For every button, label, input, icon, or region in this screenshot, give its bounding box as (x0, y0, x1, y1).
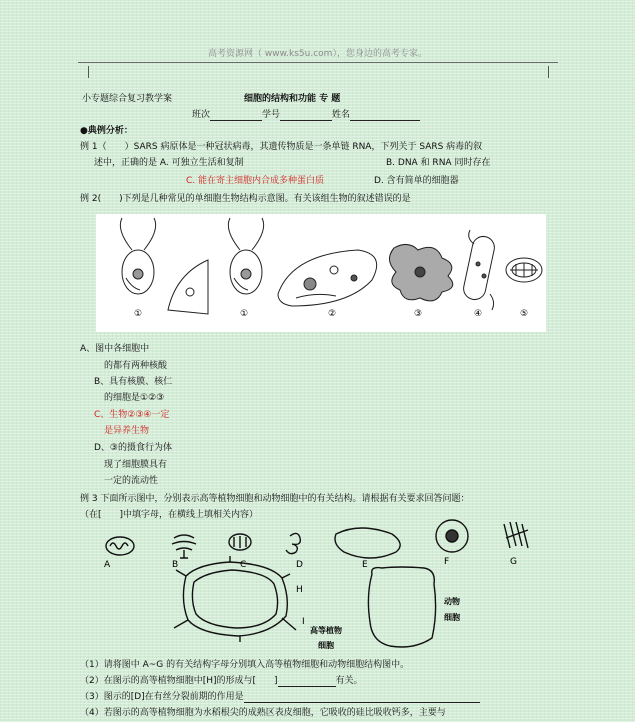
chloroplast-illustration (229, 534, 251, 550)
figure-label-3: ③ (414, 309, 423, 319)
figure-label-1b: ① (240, 309, 249, 319)
number-blank[interactable] (280, 111, 332, 121)
ex3-question-3 (80, 692, 480, 703)
name-label: 姓名 (332, 110, 351, 120)
figure-label-5: ⑤ (520, 309, 529, 319)
animal-caption-line2: 细胞 (444, 613, 460, 622)
chlamydomonas-illustration-2 (228, 218, 263, 294)
ex1-option-d: D. 含有简单的细胞器 (374, 176, 459, 186)
plant-cell-outline (174, 556, 296, 642)
figure-label-1: ① (134, 309, 143, 319)
ex1-line1: 例 1（ ）SARS 病原体是一种冠状病毒，其遗传物质是一条单链 RNA，下列关于 SARS 病毒的叙 (80, 142, 483, 152)
page-title: 细胞的结构和功能 专 题 (244, 94, 341, 104)
ex3-stem-line1: 例 3 下面所示图中，分别表示高等植物细胞和动物细胞中的有关结构。请根据有关要求回答问题： (80, 494, 470, 504)
ex3-question-3-blank[interactable] (244, 693, 480, 703)
ex3-question-4: （4）若图示的高等植物细胞为水稻根尖的成熟区表皮细胞，它吸收的硅比吸收钙多，主要与 (80, 708, 446, 718)
organelle-figure-svg (90, 512, 550, 657)
organism-figure (96, 214, 546, 332)
golgi-illustration (172, 535, 196, 558)
ex3-question-2-suffix: 有关。 (335, 676, 363, 686)
ex3-question-1: （1）请将图中 A~G 的有关结构字母分别填入高等植物细胞和动物细胞结构图中。 (80, 660, 410, 670)
ex2-option-c-line2: 是异养生物 (104, 426, 150, 436)
plant-label-h: H (296, 585, 303, 595)
diatom-illustration (506, 258, 542, 282)
bacterium-illustration (462, 230, 497, 310)
ex2-option-b-line2: 的细胞是①②③ (104, 393, 165, 403)
structure-label-a: A (104, 560, 111, 570)
ex2-option-c-line1: C、生物②③④一定 (94, 410, 170, 420)
structure-label-c: C (240, 560, 247, 570)
organism-figure-svg (96, 214, 546, 332)
ex1-option-c: C. 能在寄主细胞内合成多种蛋白质 (186, 176, 325, 186)
organelle-figure (90, 512, 550, 657)
class-blank[interactable] (210, 111, 262, 121)
plant-caption-line1: 高等植物 (310, 626, 342, 635)
structure-label-b: B (172, 560, 179, 570)
section-heading: ●典例分析： (80, 126, 133, 136)
ex3-question-2-blank[interactable] (278, 677, 336, 687)
ex2-option-a-line1: A、图中各细胞中 (80, 344, 150, 354)
structure-label-g: G (510, 557, 517, 567)
structure-label-f: F (444, 557, 450, 567)
ex3-question-3-text: （3）图示的[D]在有丝分裂前期的作用是 (80, 692, 244, 702)
amoeba-illustration (389, 244, 452, 300)
figure-label-4: ④ (474, 309, 483, 319)
plant-caption-line2: 细胞 (318, 641, 334, 650)
figure-label-2: ② (328, 309, 337, 319)
nucleus-illustration (436, 520, 468, 552)
plant-label-i: I (302, 617, 305, 627)
ex2-option-d-line2: 现了细胞膜具有 (104, 460, 168, 470)
paramecium-illustration (278, 250, 377, 306)
ex2-stem: 例 2( )下列是几种常见的单细胞生物结构示意图。有关该组生物的叙述错误的是 (80, 194, 411, 204)
structure-label-e: E (362, 560, 368, 570)
ex3-stem-line2: （在[ ]中填字母，在横线上填相关内容） (80, 510, 259, 520)
site-header: 高考资源网（ www.ks5u.com），您身边的高考专家。 (208, 49, 427, 59)
structure-label-d: D (296, 560, 303, 570)
ribosome-illustration (286, 533, 300, 553)
animal-caption-line1: 动物 (444, 597, 460, 606)
ex1-option-b: B. DNA 和 RNA 同时存在 (386, 158, 491, 168)
mitochondrion-illustration (106, 537, 134, 555)
margin-mark-right (548, 66, 559, 78)
header-divider (78, 62, 558, 63)
ex2-option-b-line1: B、具有核膜、核仁 (94, 377, 173, 387)
number-label: 学号 (262, 110, 281, 120)
ex3-question-2 (80, 676, 363, 687)
animal-cell-outline (368, 567, 435, 647)
student-fields (192, 110, 420, 121)
ex2-option-d-line1: D、③的摄食行为体 (94, 443, 172, 453)
ex3-question-2-text: （2）在图示的高等植物细胞中[H]的形成与[ ] (80, 676, 278, 686)
ex1-line2: 述中，正确的是 A. 可独立生活和复制 (94, 158, 244, 168)
ex2-option-a-line2: 的都有两种核酸 (104, 361, 168, 371)
title-left: 小专题综合复习教学案 (82, 94, 173, 104)
er-illustration (335, 528, 400, 558)
name-blank[interactable] (350, 111, 420, 121)
centriole-illustration (504, 522, 528, 548)
paramecium-partial-illustration (168, 260, 208, 314)
ex2-option-d-line3: 一定的流动性 (104, 476, 159, 486)
class-label: 班次 (192, 110, 211, 120)
chlamydomonas-illustration (120, 218, 155, 294)
margin-mark-left (78, 66, 89, 78)
